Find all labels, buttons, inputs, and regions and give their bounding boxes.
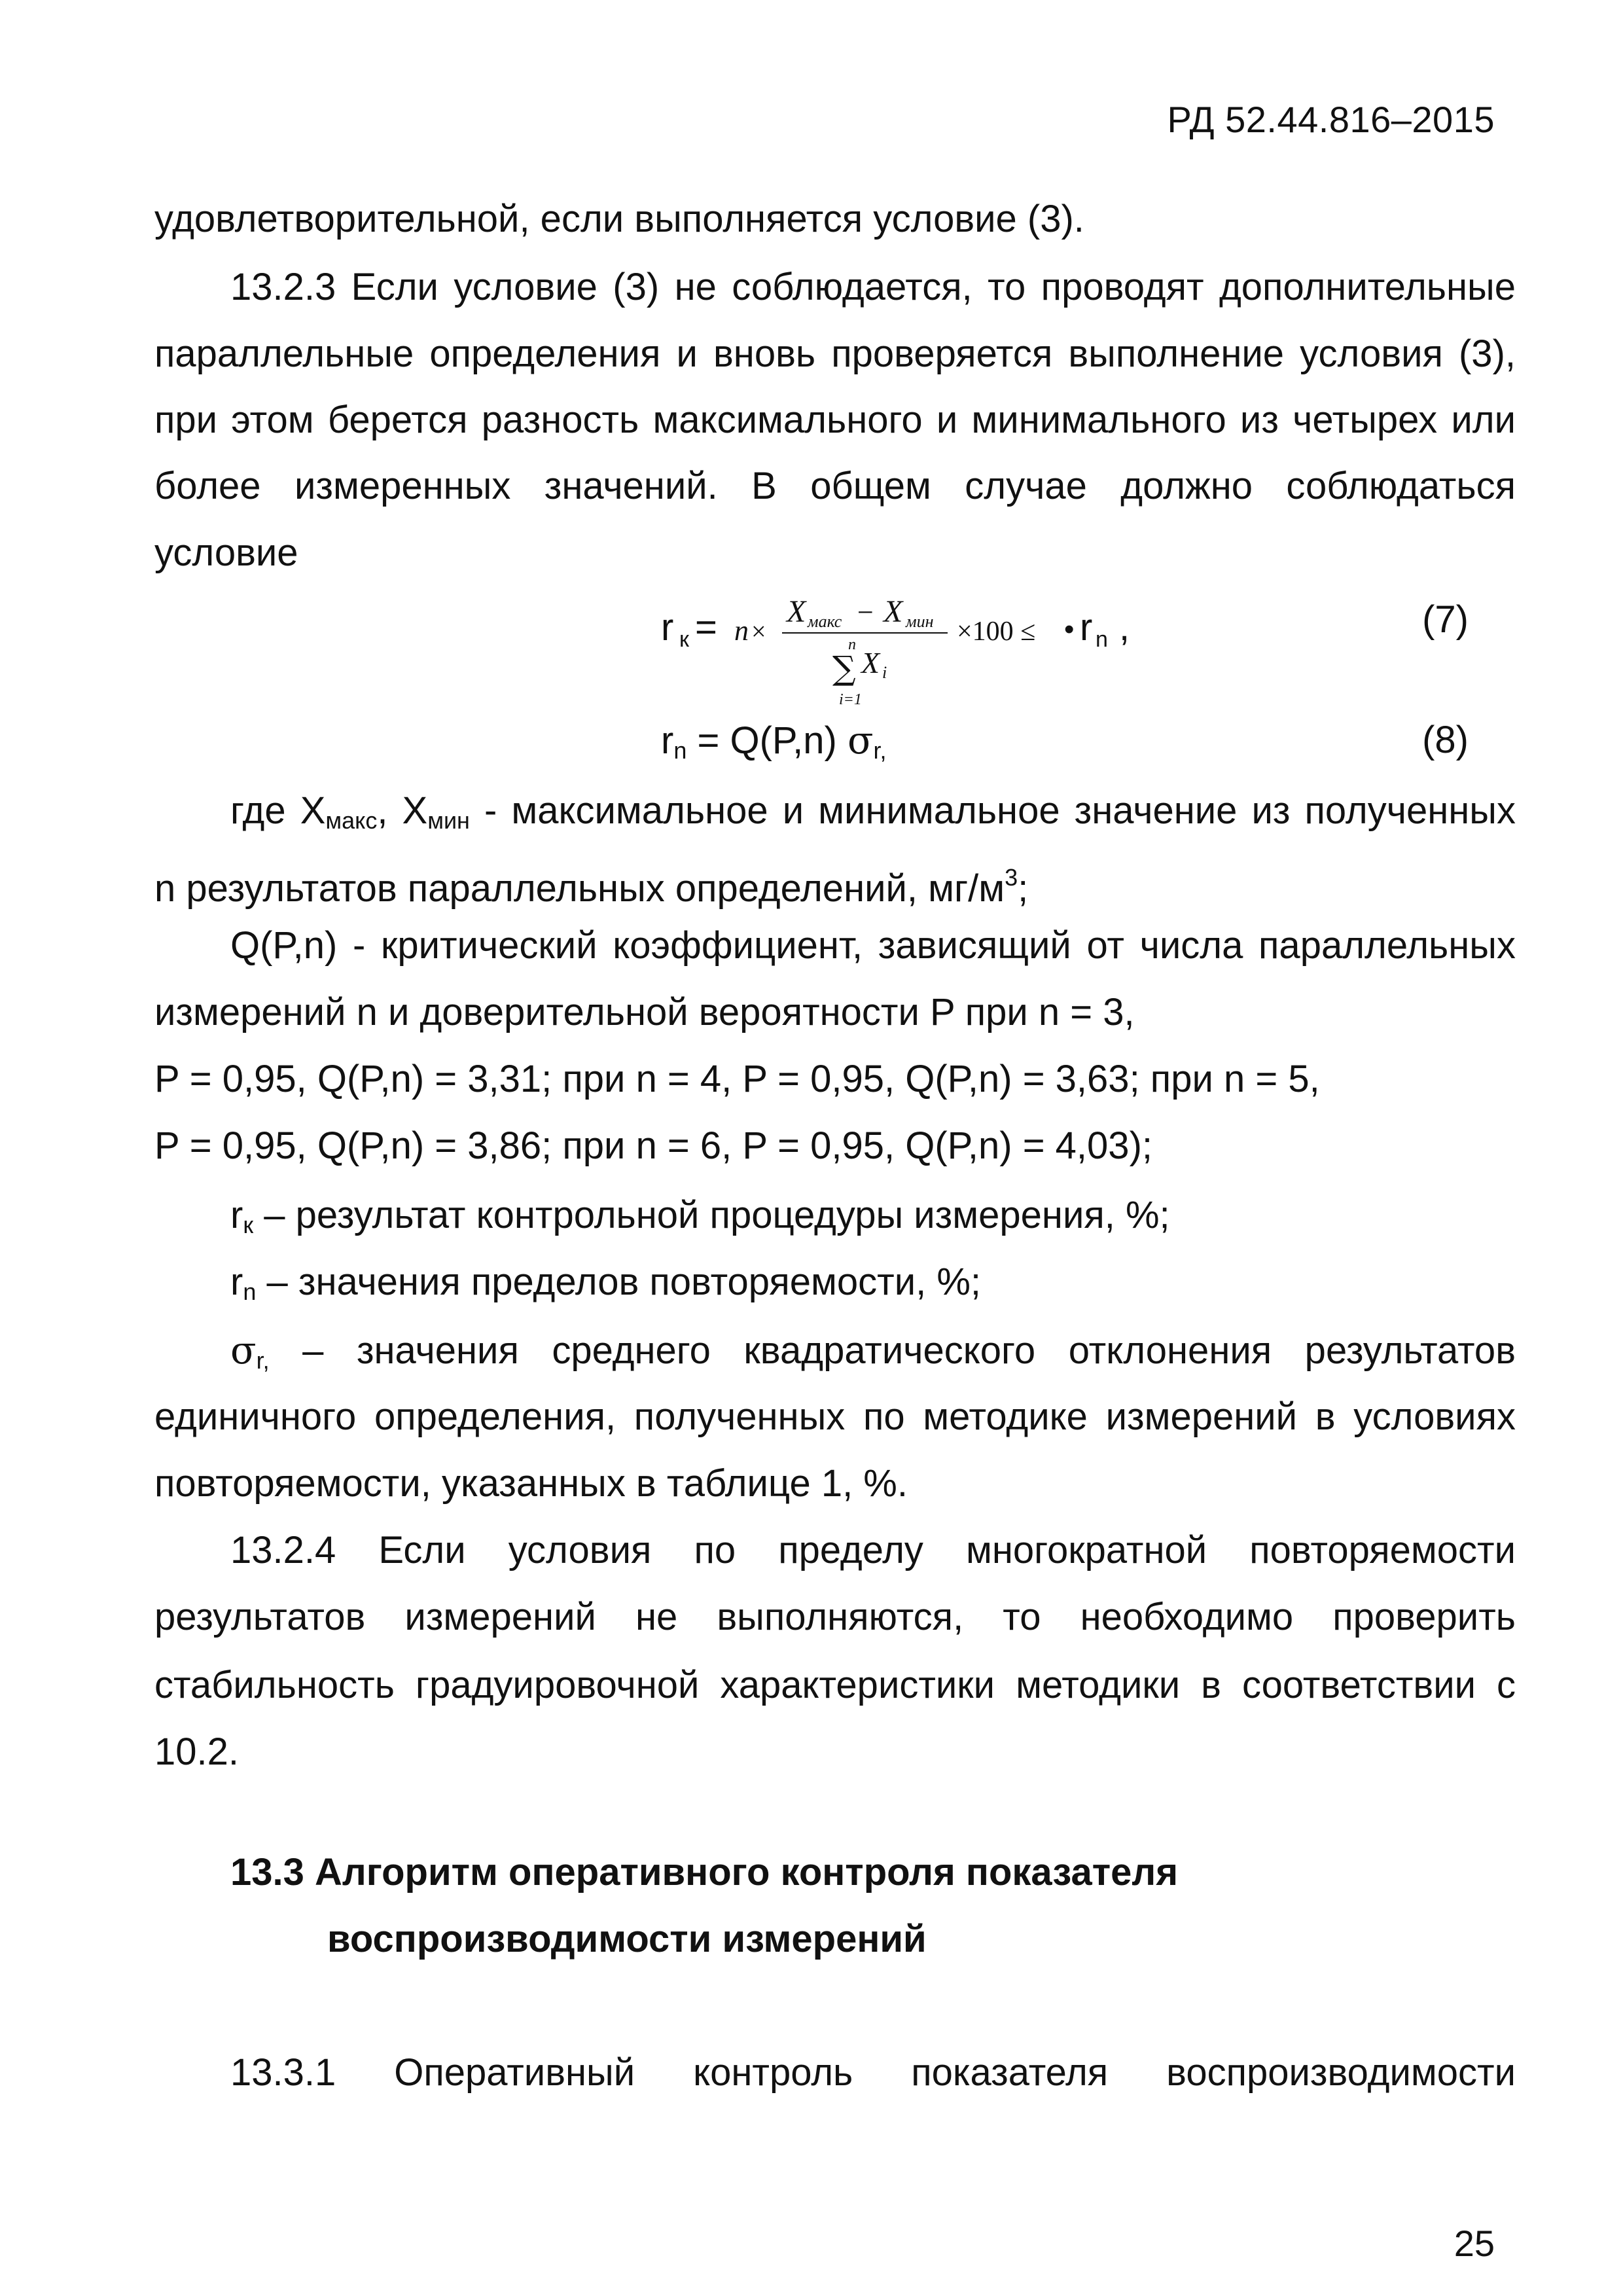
- definition-line: $r_n$ – значения пределов повторяемости, %;: [230, 1261, 982, 1305]
- formula-7-minus: −: [857, 596, 874, 628]
- formula-8-sigma: σ: [847, 718, 874, 762]
- definition-line: повторяемости, указанных в таблице 1, %.: [154, 1462, 908, 1505]
- definition-line: n результатов параллельных определений, $мг/м^3$;: [154, 864, 1029, 910]
- formula-8-q: Q(P,n): [730, 719, 837, 762]
- formula-8: [661, 717, 887, 774]
- formula-7-sum: ∑: [832, 649, 856, 687]
- formula-7-xmax-sub: макс: [808, 612, 842, 631]
- definition-line: P = 0,95, Q(P,n) = 3,86; при n = 6, P = 0,95, Q(P,n) = 4,03);: [154, 1124, 1152, 1167]
- formula-7-lhs-sub: к: [679, 627, 689, 652]
- paragraph-line: условие: [154, 531, 298, 574]
- formula-7-xi: X: [861, 646, 880, 679]
- section-heading: 13.3 Алгоритм оперативного контроля показателя: [230, 1851, 1179, 1893]
- definition-line: где $X_{макс}$, $X_{мин}$ - максимальное и минимальное значение из полученных: [230, 789, 1516, 834]
- formula-7-sum-bottom: i=1: [839, 691, 862, 708]
- formula-7-sum-top: n: [848, 636, 856, 653]
- formula-7-rhs: r: [1080, 606, 1093, 649]
- formula-7-eq: =: [695, 606, 717, 649]
- definition-line: $\sigma_{r,}$ – значения среднего квадратического отклонения результатов: [230, 1328, 1516, 1374]
- formula-7-n: n: [734, 615, 749, 647]
- formula-7-xmax: X: [787, 594, 806, 629]
- paragraph-line: более измеренных значений. В общем случае должно соблюдаться: [154, 465, 1516, 507]
- paragraph-line: результатов измерений не выполняются, то необходимо проверить: [154, 1596, 1516, 1638]
- formula-8-lhs: r: [661, 719, 674, 762]
- paragraph-line: при этом берется разность максимального и минимального из четырех или: [154, 399, 1516, 441]
- formula-8-lhs-sub: n: [673, 737, 687, 764]
- definition-line: $r_к$ – результат контрольной процедуры измерения, %;: [230, 1194, 1170, 1238]
- definition-line: P = 0,95, Q(P,n) = 3,31; при n = 4, P = 0,95, Q(P,n) = 3,63; при n = 5,: [154, 1058, 1320, 1100]
- formula-8-eq: =: [697, 719, 720, 762]
- definition-line: Q(P,n) - критический коэффициент, зависящий от числа параллельных: [230, 924, 1516, 967]
- formula-7: [661, 589, 1171, 736]
- paragraph-line: удовлетворительной, если выполняется условие (3).: [154, 198, 1084, 240]
- definition-line: единичного определения, полученных по методике измерений в условиях: [154, 1395, 1516, 1438]
- formula-7-rhs-sub: n: [1096, 627, 1108, 652]
- paragraph-line: стабильность градуировочной характеристики методики в соответствии с: [154, 1664, 1516, 1706]
- paragraph-line: 13.2.3 Если условие (3) не соблюдается, то проводят дополнительные: [230, 266, 1516, 308]
- formula-8-sigma-sub: r,: [873, 737, 887, 764]
- formula-7-graphic: [661, 589, 1171, 726]
- formula-7-lhs: r: [661, 606, 674, 649]
- document-code: РД 52.44.816–2015: [1167, 99, 1495, 140]
- equation-number-8: (8): [1422, 719, 1469, 761]
- formula-7-xmin: X: [883, 594, 903, 629]
- formula-7-times: ×: [751, 617, 766, 646]
- formula-7-xi-sub: i: [882, 663, 887, 682]
- section-heading-cont: воспроизводимости измерений: [327, 1918, 927, 1960]
- paragraph-line: 13.3.1 Оперативный контроль показателя воспроизводимости: [230, 2051, 1516, 2094]
- page-number: 25: [1454, 2223, 1495, 2264]
- paragraph-line: 10.2.: [154, 1731, 239, 1773]
- paragraph-line: параллельные определения и вновь проверяется выполнение условия (3),: [154, 332, 1516, 375]
- paragraph-line: 13.2.4 Если условия по пределу многократной повторяемости: [230, 1529, 1516, 1571]
- formula-7-tail: ,: [1119, 606, 1130, 649]
- formula-7-xmin-sub: мин: [906, 612, 934, 631]
- definition-line: измерений n и доверительной вероятности P при n = 3,: [154, 991, 1135, 1033]
- formula-7-dot: •: [1064, 613, 1075, 645]
- equation-number-7: (7): [1422, 598, 1469, 641]
- formula-7-times100: ×100 ≤: [957, 617, 1036, 647]
